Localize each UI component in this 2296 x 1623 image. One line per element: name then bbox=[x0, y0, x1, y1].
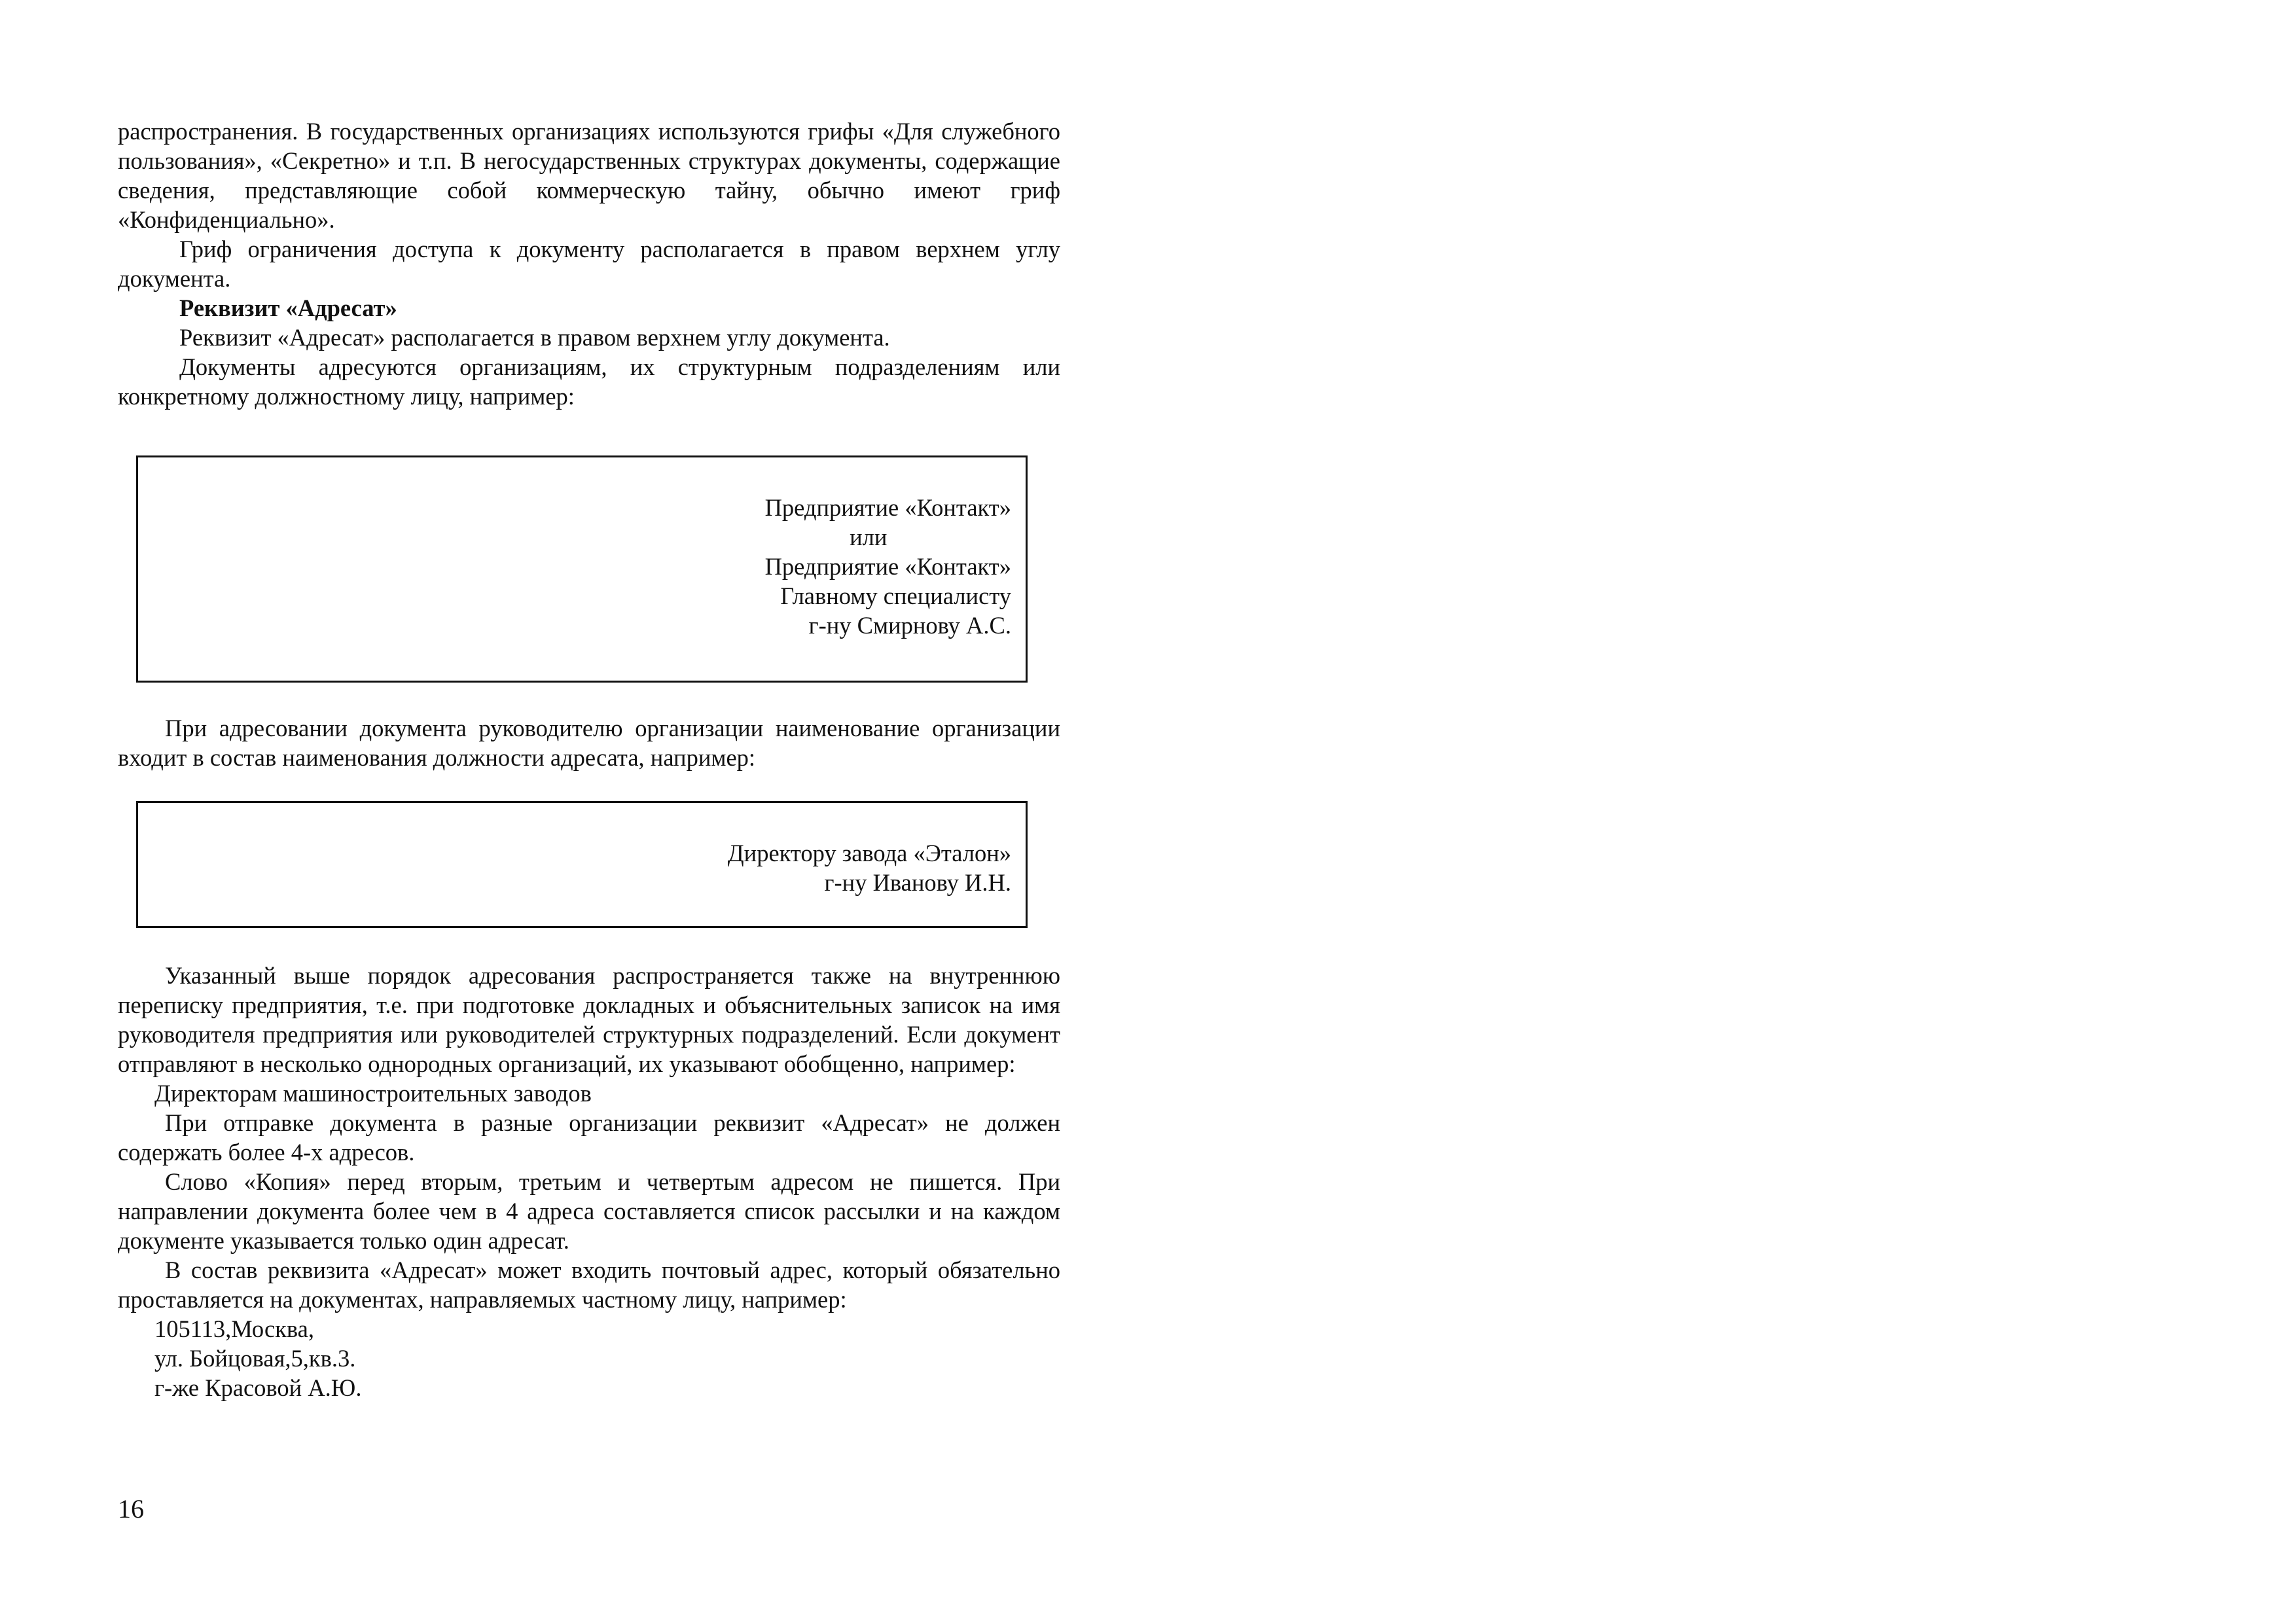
example1-line5: г-ну Смирнову А.С. bbox=[808, 612, 1011, 639]
head-paragraph: При адресовании документа руководителю организации наименование организации входит в состав наименования должности адресата, например: bbox=[118, 715, 1060, 771]
intro-paragraph: распространения. В государственных организациях используются грифы «Для служебного пользования», «Секретно» и т.п. В негосударственных структурах документы, содержащие сведения, представляющие собой коммерческую тайну, обычно имеют гриф «Конфиденциально». bbox=[118, 118, 1060, 233]
grif-paragraph: Гриф ограничения доступа к документу располагается в правом верхнем углу документа. bbox=[118, 236, 1060, 292]
section-heading: Реквизит «Адресат» bbox=[179, 294, 397, 321]
max-addresses-paragraph: При отправке документа в разные организации реквизит «Адресат» не должен содержать более 4-х адресов. bbox=[118, 1109, 1060, 1166]
example1-line4: Главному специалисту bbox=[780, 582, 1011, 609]
example-box-organization-text bbox=[765, 493, 1011, 640]
text-block-bottom bbox=[118, 961, 1060, 1402]
example-box-organization bbox=[136, 455, 1028, 683]
example1-line3: Предприятие «Контакт» bbox=[764, 553, 1011, 580]
example-box-director bbox=[136, 801, 1028, 928]
text-block-middle bbox=[118, 713, 1060, 772]
text-block-top bbox=[118, 116, 1060, 411]
adresat-targets-paragraph: Документы адресуются организациям, их структурным подразделениям или конкретному должностному лицу, например: bbox=[118, 353, 1060, 410]
example-box-director-text bbox=[728, 838, 1011, 897]
internal-paragraph: Указанный выше порядок адресования распространяется также на внутреннюю переписку предприятия, т.е. при подготовке докладных и объяснительных записок на имя руководителя предприятия или руководителей структурных подразделений. Если документ отправляют в несколько однородных организаций, их указывают обобщенно, например: bbox=[118, 962, 1060, 1077]
postal-example-line3: г-же Красовой А.Ю. bbox=[154, 1374, 362, 1401]
example1-line2: или bbox=[850, 524, 888, 550]
postal-example-line2: ул. Бойцовая,5,кв.3. bbox=[154, 1345, 356, 1372]
example2-line1: Директору завода «Эталон» bbox=[727, 840, 1011, 866]
example1-line1: Предприятие «Контакт» bbox=[764, 494, 1011, 521]
postal-paragraph: В состав реквизита «Адресат» может входить почтовый адрес, который обязательно проставляется на документах, направляемых частному лицу, например: bbox=[118, 1257, 1060, 1313]
postal-example-line1: 105113,Москва, bbox=[154, 1315, 314, 1342]
adresat-location-paragraph: Реквизит «Адресат» располагается в правом верхнем углу документа. bbox=[179, 324, 890, 351]
generic-example: Директорам машиностроительных заводов bbox=[154, 1080, 592, 1107]
example2-line2: г-ну Иванову И.Н. bbox=[824, 869, 1011, 896]
copy-word-paragraph: Слово «Копия» перед вторым, третьим и четвертым адресом не пишется. При направлении документа более чем в 4 адреса составляется список рассылки и на каждом документе указывается только один адресат. bbox=[118, 1168, 1060, 1254]
page-number: 16 bbox=[118, 1494, 144, 1524]
